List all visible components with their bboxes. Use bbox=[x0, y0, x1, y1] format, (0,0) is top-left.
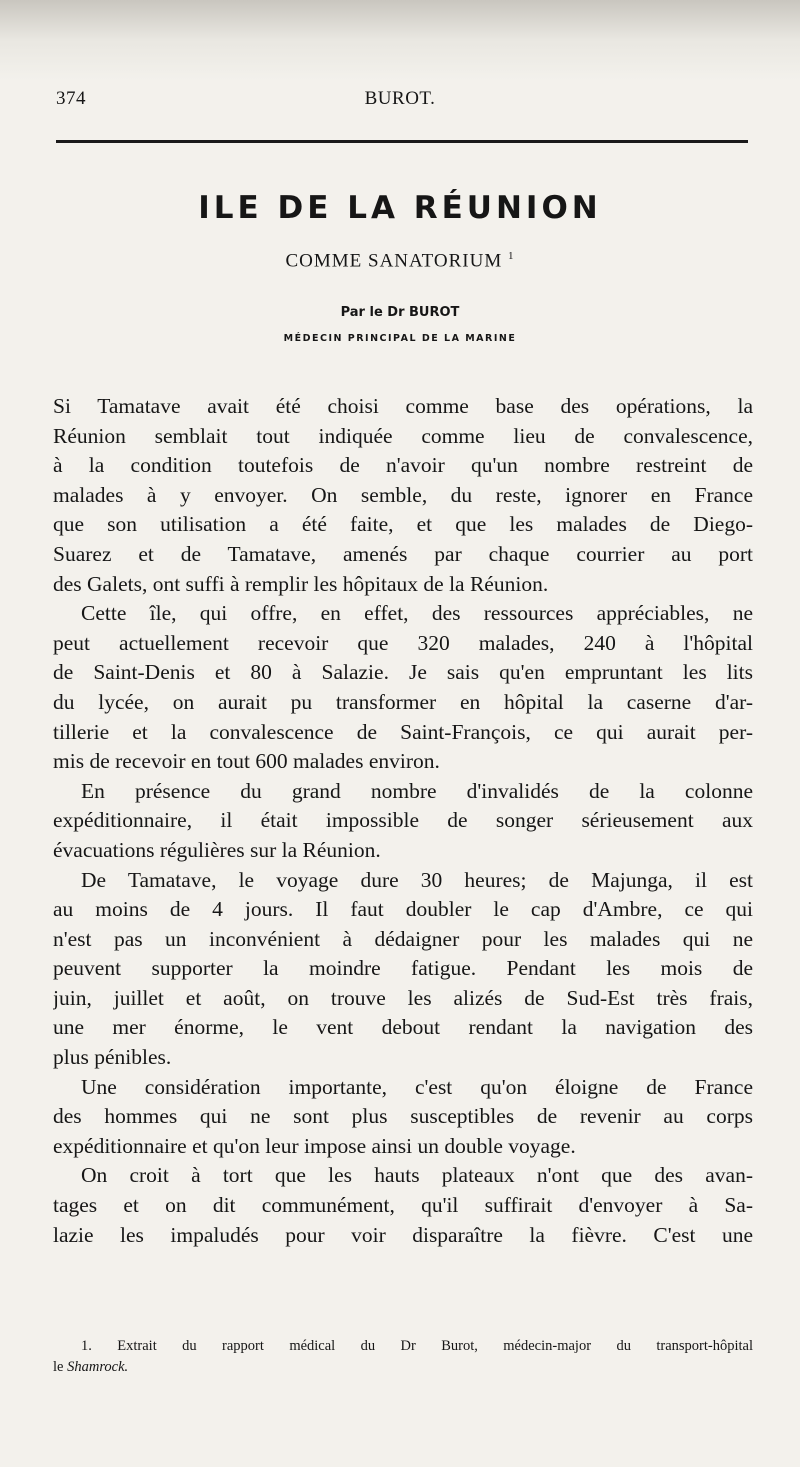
body-line: Une considération importante, c'est qu'on éloigne de France bbox=[81, 1074, 753, 1099]
body-line: de Saint-Denis et 80 à Salazie. Je sais qu'en empruntant les lits bbox=[53, 660, 753, 685]
body-line: Cette île, qui offre, en effet, des ressources appréciables, ne bbox=[81, 601, 753, 626]
body-line: De Tamatave, le voyage dure 30 heures; de Majunga, il est bbox=[81, 867, 753, 892]
body-text bbox=[53, 392, 753, 1250]
body-line: au moins de 4 jours. Il faut doubler le cap d'Ambre, ce qui bbox=[53, 897, 753, 922]
body-line: Réunion semblait tout indiquée comme lieu de convalescence, bbox=[53, 423, 753, 448]
body-line: expéditionnaire et qu'on leur impose ainsi un double voyage. bbox=[53, 1133, 576, 1158]
body-line: Suarez et de Tamatave, amenés par chaque courrier au port bbox=[53, 541, 753, 566]
body-line: du lycée, on aurait pu transformer en hôpital la caserne d'ar- bbox=[53, 689, 753, 714]
footnote-line: 1. Extrait du rapport médical du Dr Burot, médecin-major du transport-hôpital bbox=[81, 1338, 753, 1354]
article-subtitle bbox=[56, 250, 744, 272]
body-line: tages et on dit communément, qu'il suffirait d'envoyer à Sa- bbox=[53, 1193, 753, 1218]
body-line: plus pénibles. bbox=[53, 1045, 172, 1070]
header-rule bbox=[56, 140, 748, 143]
body-line: mis de recevoir en tout 600 malades environ. bbox=[53, 749, 440, 774]
footnote-line bbox=[53, 1357, 753, 1378]
body-line: expéditionnaire, il était impossible de songer sérieusement aux bbox=[53, 808, 753, 833]
body-line: peuvent supporter la moindre fatigue. Pendant les mois de bbox=[53, 956, 753, 981]
body-line: tillerie et la convalescence de Saint-François, ce qui aurait per- bbox=[53, 719, 753, 744]
body-line: malades à y envoyer. On semble, du reste, ignorer en France bbox=[53, 482, 753, 507]
ship-name: Shamrock. bbox=[67, 1359, 129, 1375]
footnote-mark: 1 bbox=[508, 250, 515, 262]
running-title: BUROT. bbox=[364, 88, 436, 109]
article-title: ILE DE LA RÉUNION bbox=[198, 190, 602, 226]
body-line: n'est pas un inconvénient à dédaigner pour les malades qui ne bbox=[53, 926, 753, 951]
body-line: Si Tamatave avait été choisi comme base des opérations, la bbox=[53, 394, 753, 418]
footnote bbox=[53, 1336, 753, 1378]
body-line: juin, juillet et août, on trouve les alizés de Sud-Est très frais, bbox=[53, 985, 753, 1010]
subtitle-text: COMME SANATORIUM bbox=[285, 250, 503, 272]
body-line: une mer énorme, le vent debout rendant la navigation des bbox=[53, 1015, 753, 1040]
body-line: à la condition toutefois de n'avoir qu'un nombre restreint de bbox=[53, 453, 753, 478]
body-line: On croit à tort que les hauts plateaux n'ont que des avan- bbox=[81, 1163, 753, 1188]
running-head bbox=[56, 88, 744, 118]
body-line: lazie les impaludés pour voir disparaître la fièvre. C'est une bbox=[53, 1222, 753, 1247]
byline: Par le Dr BUROT bbox=[340, 305, 460, 320]
body-line: peut actuellement recevoir que 320 malades, 240 à l'hôpital bbox=[53, 630, 753, 655]
body-line: En présence du grand nombre d'invalidés de la colonne bbox=[81, 778, 753, 803]
body-line: des hommes qui ne sont plus susceptibles de revenir au corps bbox=[53, 1104, 753, 1129]
page-number: 374 bbox=[56, 88, 86, 109]
body-line: des Galets, ont suffi à remplir les hôpitaux de la Réunion. bbox=[53, 571, 549, 596]
body-line: évacuations régulières sur la Réunion. bbox=[53, 837, 381, 862]
footnote-prefix: le bbox=[53, 1359, 68, 1375]
affiliation: MÉDECIN PRINCIPAL DE LA MARINE bbox=[283, 333, 517, 344]
body-line: que son utilisation a été faite, et que les malades de Diego- bbox=[53, 512, 753, 537]
